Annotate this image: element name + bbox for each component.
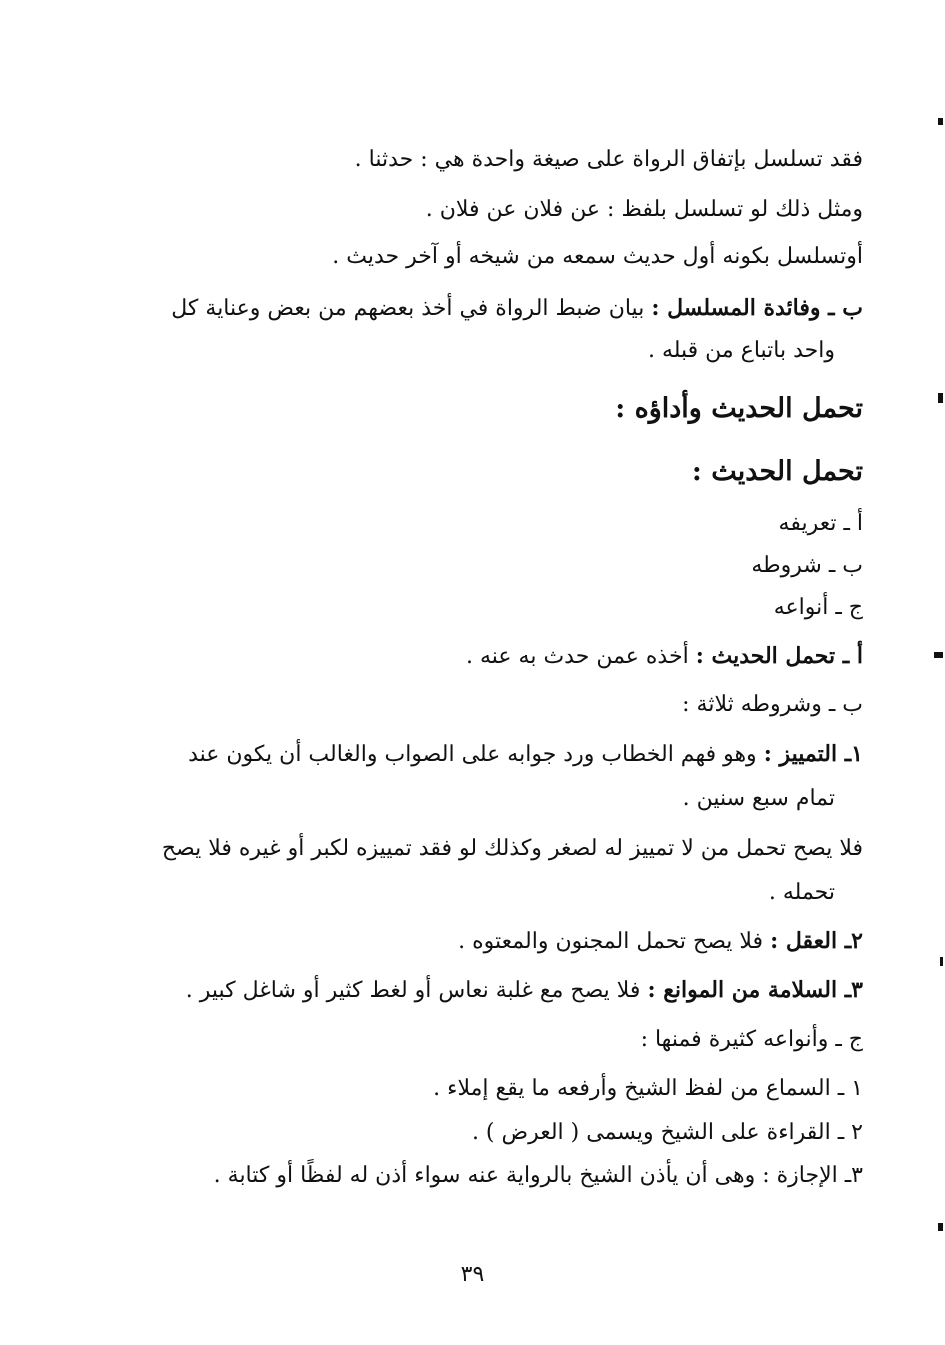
benefit-label: ب ـ وفائدة المسلسل : (651, 295, 863, 321)
condition-1-note: فلا يصح تحمل من لا تمييز له لصغر وكذلك لو فقد تمييزه لكبر أو غيره فلا يصح (161, 836, 863, 861)
benefit-paragraph (171, 293, 863, 324)
scan-mark (940, 957, 943, 966)
type-item-1: ١ ـ السماع من لفظ الشيخ وأرفعه ما يقع إملاء . (433, 1076, 863, 1101)
heading-hadith-bearing-and-delivery: تحمل الحديث وأداؤه : (615, 393, 863, 424)
condition-3-label: ٣ـ السلامة من الموانع : (647, 977, 863, 1003)
scan-mark (934, 652, 943, 658)
condition-1-text: وهو فهم الخطاب ورد جوابه على الصواب والغالب أن يكون عند (188, 742, 764, 767)
outline-item-c: ج ـ أنواعه (773, 595, 863, 620)
text-line-1: فقد تسلسل بإتفاق الرواة على صيغة واحدة هي : حدثنا . (354, 147, 863, 172)
benefit-continuation: واحد باتباع من قبله . (647, 338, 835, 363)
benefit-text: بيان ضبط الرواة في أخذ بعضهم من بعض وعناية كل (171, 296, 652, 321)
page-number: ٣٩ (460, 1262, 485, 1287)
type-item-3: ٣ـ الإجازة : وهى أن يأذن الشيخ بالرواية عنه سواء أذن له لفظًا أو كتابة . (213, 1163, 863, 1188)
definition-label: أ ـ تحمل الحديث : (695, 643, 863, 669)
conditions-title: ب ـ وشروطه ثلاثة : (682, 692, 863, 717)
condition-2-label: ٢ـ العقل : (770, 928, 863, 954)
outline-item-a: أ ـ تعريفه (778, 511, 863, 536)
condition-1-note-continuation: تحمله . (768, 880, 835, 905)
condition-1-label: ١ـ التمييز : (763, 741, 863, 767)
condition-3 (186, 975, 863, 1006)
text-line-3: أوتسلسل بكونه أول حديث سمعه من شيخه أو آخر حديث . (332, 244, 863, 269)
scan-mark (938, 1223, 943, 1231)
types-title: ج ـ وأنواعه كثيرة فمنها : (640, 1027, 863, 1052)
heading-hadith-bearing: تحمل الحديث : (691, 456, 863, 487)
condition-1-continuation: تمام سبع سنين . (682, 786, 835, 811)
definition-line (466, 641, 863, 672)
scan-mark (938, 118, 943, 125)
text-line-2: ومثل ذلك لو تسلسل بلفظ : عن فلان عن فلان . (425, 197, 863, 222)
outline-item-b: ب ـ شروطه (751, 553, 863, 578)
condition-2-text: فلا يصح تحمل المجنون والمعتوه . (458, 929, 771, 954)
condition-2 (458, 926, 863, 957)
type-item-2: ٢ ـ القراءة على الشيخ ويسمى ( العرض ) . (471, 1120, 863, 1145)
scan-mark (938, 393, 943, 403)
definition-text: أخذه عمن حدث به عنه . (466, 644, 696, 669)
condition-1 (188, 739, 863, 770)
condition-3-text: فلا يصح مع غلبة نعاس أو لغط كثير أو شاغل كبير . (185, 978, 648, 1003)
